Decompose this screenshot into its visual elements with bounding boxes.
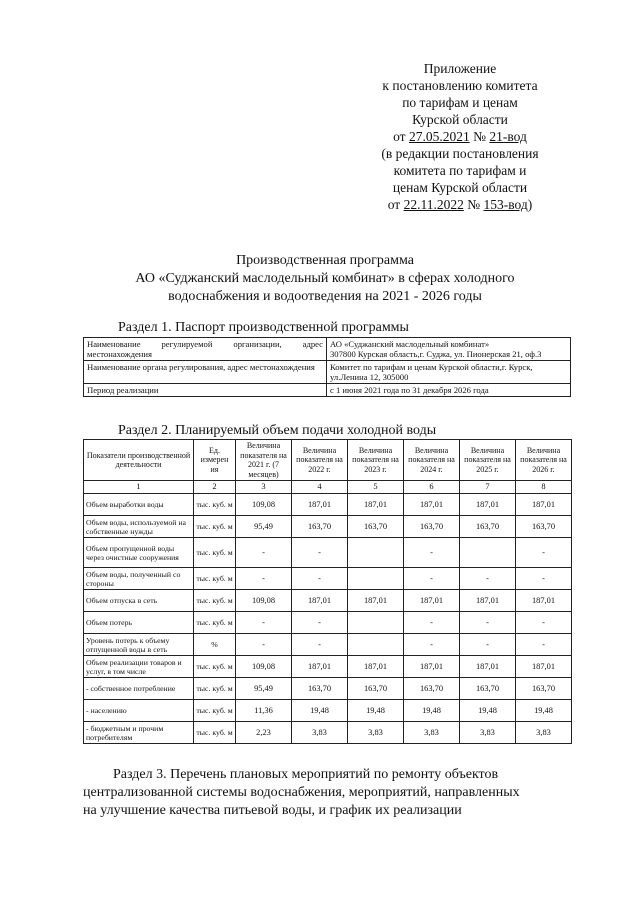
order2-date: 22.11.2022	[403, 197, 464, 212]
value-cell: 163,70	[516, 678, 572, 700]
column-header: Величина показателя на 2023 г.	[348, 440, 404, 481]
value-cell	[348, 538, 404, 568]
value-cell: 163,70	[348, 516, 404, 538]
value-cell: 187,01	[516, 656, 572, 678]
header-line: Курской области	[412, 112, 508, 127]
value-cell: 187,01	[460, 494, 516, 516]
row-name: - собственное потребление	[84, 678, 194, 700]
section1-title: Раздел 1. Паспорт производственной программы	[118, 320, 409, 335]
value-cell: 163,70	[348, 678, 404, 700]
order2-suffix: )	[527, 197, 533, 212]
column-header: Величина показателя на 2026 г.	[516, 440, 572, 481]
title-line-3: водоснабжения и водоотведения на 2021 - 2026 годы	[168, 289, 482, 304]
value-cell: 187,01	[516, 494, 572, 516]
section3-line: централизованной системы водоснабжения, мероприятий, направленных	[83, 785, 520, 800]
value-cell: -	[292, 568, 348, 590]
header-line: к постановлению комитета	[382, 78, 538, 93]
value-cell: 95,49	[236, 516, 292, 538]
value-cell: 11,36	[236, 700, 292, 722]
value-cell: 163,70	[460, 678, 516, 700]
order2-number: 153-вод	[483, 197, 528, 212]
order1-number: 21-вод	[489, 129, 527, 144]
value-cell: 187,01	[404, 656, 460, 678]
row-unit: тыс. куб. м	[194, 568, 236, 590]
table-row	[84, 612, 572, 634]
title-line-2: АО «Суджанский маслодельный комбинат» в сферах холодного	[135, 271, 515, 286]
row-unit: тыс. куб. м	[194, 516, 236, 538]
row-unit: тыс. куб. м	[194, 656, 236, 678]
row-name: Объем реализации товаров и услуг, в том числе	[84, 656, 194, 678]
column-index: 3	[236, 481, 292, 494]
row-name: Объем воды, используемой на собственные нужды	[84, 516, 194, 538]
order-line-1	[360, 128, 560, 145]
row-name: - населению	[84, 700, 194, 722]
column-index: 7	[460, 481, 516, 494]
value-cell: -	[236, 568, 292, 590]
row-name: Объем потерь	[84, 612, 194, 634]
column-index: 8	[516, 481, 572, 494]
value-cell: -	[236, 612, 292, 634]
value-cell: -	[292, 634, 348, 656]
value-cell: 109,08	[236, 656, 292, 678]
value-cell: 3,83	[516, 722, 572, 744]
passport-table	[83, 337, 571, 397]
value-cell: 2,23	[236, 722, 292, 744]
value-cell: 187,01	[516, 590, 572, 612]
column-index: 1	[84, 481, 194, 494]
section3-line: на улучшение качества питьевой воды, и график их реализации	[83, 803, 462, 818]
passport-value-line: Комитет по тарифам и ценам Курской области,г. Курск,	[330, 362, 533, 372]
order2-prefix: от	[387, 197, 404, 212]
row-unit: тыс. куб. м	[194, 612, 236, 634]
value-cell	[348, 634, 404, 656]
passport-value-line: ул.Ленина 12, 305000	[330, 372, 409, 382]
table-row	[84, 656, 572, 678]
value-cell: 19,48	[460, 700, 516, 722]
table-row	[84, 568, 572, 590]
row-name: Уровень потерь к объему отпущенной воды в сеть	[84, 634, 194, 656]
passport-label: Наименование регулируемой организации, адрес местонахождения	[84, 338, 327, 361]
value-cell: 187,01	[292, 494, 348, 516]
row-unit: тыс. куб. м	[194, 678, 236, 700]
value-cell: 95,49	[236, 678, 292, 700]
passport-value	[327, 361, 571, 384]
table-row	[84, 538, 572, 568]
order2-mid: №	[463, 197, 484, 212]
row-unit: тыс. куб. м	[194, 700, 236, 722]
table-row	[84, 722, 572, 744]
column-header: Показатели производственной деятельности	[84, 440, 194, 481]
value-cell: 163,70	[292, 516, 348, 538]
value-cell: -	[460, 634, 516, 656]
value-cell: 109,08	[236, 590, 292, 612]
column-index: 6	[404, 481, 460, 494]
column-index: 5	[348, 481, 404, 494]
value-cell: 187,01	[404, 590, 460, 612]
table-row	[84, 384, 571, 397]
value-cell: 109,08	[236, 494, 292, 516]
value-cell: 187,01	[348, 656, 404, 678]
table-row	[84, 678, 572, 700]
row-unit: тыс. куб. м	[194, 722, 236, 744]
table-row	[84, 516, 572, 538]
value-cell: 187,01	[460, 656, 516, 678]
approval-header	[360, 60, 560, 213]
value-cell: -	[516, 538, 572, 568]
row-unit: тыс. куб. м	[194, 494, 236, 516]
value-cell: 3,83	[292, 722, 348, 744]
table-row	[84, 494, 572, 516]
row-name: - бюджетным и прочим потребителям	[84, 722, 194, 744]
value-cell: 187,01	[292, 590, 348, 612]
value-cell: 19,48	[404, 700, 460, 722]
value-cell: -	[404, 634, 460, 656]
value-cell: -	[236, 634, 292, 656]
value-cell: -	[516, 568, 572, 590]
value-cell: 187,01	[348, 590, 404, 612]
value-cell: 3,83	[460, 722, 516, 744]
row-unit: %	[194, 634, 236, 656]
order1-prefix: от	[393, 129, 409, 144]
table-row	[84, 361, 571, 384]
table-row	[84, 590, 572, 612]
value-cell: 19,48	[348, 700, 404, 722]
value-cell: -	[404, 568, 460, 590]
value-cell: 163,70	[404, 516, 460, 538]
value-cell	[460, 538, 516, 568]
header-line: Приложение	[423, 61, 497, 76]
edition-line: ценам Курской области	[392, 180, 528, 195]
value-cell	[348, 612, 404, 634]
passport-label: Период реализации	[84, 384, 327, 397]
edition-line: (в редакции постановления	[381, 146, 539, 161]
value-cell: 187,01	[404, 494, 460, 516]
column-header: Ед. измерен ия	[194, 440, 236, 481]
value-cell: 163,70	[460, 516, 516, 538]
passport-value: с 1 июня 2021 года по 31 декабря 2026 года	[327, 384, 571, 397]
value-cell: -	[404, 538, 460, 568]
order1-mid: №	[469, 129, 490, 144]
title-line-1: Производственная программа	[236, 253, 414, 268]
value-cell: -	[460, 612, 516, 634]
value-cell: -	[516, 612, 572, 634]
order1-date: 27.05.2021	[408, 129, 470, 144]
column-header: Величина показателя на 2022 г.	[292, 440, 348, 481]
table-row	[84, 700, 572, 722]
row-unit: тыс. куб. м	[194, 538, 236, 568]
value-cell: 187,01	[348, 494, 404, 516]
passport-label: Наименование органа регулирования, адрес местонахождения	[84, 361, 327, 384]
edition-line: комитета по тарифам и	[393, 163, 527, 178]
value-cell: 187,01	[292, 656, 348, 678]
row-name: Объем выработки воды	[84, 494, 194, 516]
column-header: Величина показателя на 2021 г. (7 месяцев)	[236, 440, 292, 481]
passport-value	[327, 338, 571, 361]
value-cell: 19,48	[292, 700, 348, 722]
row-unit: тыс. куб. м	[194, 590, 236, 612]
row-name: Объем воды, полученный со стороны	[84, 568, 194, 590]
value-cell: -	[460, 568, 516, 590]
value-cell	[348, 568, 404, 590]
document-title	[60, 252, 590, 306]
column-index: 4	[292, 481, 348, 494]
value-cell: 163,70	[404, 678, 460, 700]
value-cell: -	[292, 538, 348, 568]
order-line-2	[360, 196, 560, 213]
passport-value-line: АО «Суджанский маслодельный комбинат»	[330, 339, 490, 349]
value-cell: -	[292, 612, 348, 634]
section3-text	[83, 766, 569, 820]
value-cell: 187,01	[460, 590, 516, 612]
value-cell: -	[236, 538, 292, 568]
row-name: Объем пропущенной воды через очистные сооружения	[84, 538, 194, 568]
table-row	[84, 634, 572, 656]
value-cell: 163,70	[516, 516, 572, 538]
value-cell: 163,70	[292, 678, 348, 700]
value-cell: -	[516, 634, 572, 656]
passport-value-line: 307800 Курская область,г. Суджа, ул. Пионерская 21, оф.3	[330, 349, 542, 359]
column-header: Величина показателя на 2024 г.	[404, 440, 460, 481]
section2-title: Раздел 2. Планируемый объем подачи холодной воды	[118, 423, 437, 438]
row-name: Объем отпуска в сеть	[84, 590, 194, 612]
column-index-row	[84, 481, 572, 494]
column-header: Величина показателя на 2025 г.	[460, 440, 516, 481]
value-cell: 3,83	[404, 722, 460, 744]
value-cell: -	[404, 612, 460, 634]
section3-line: Раздел 3. Перечень плановых мероприятий по ремонту объектов	[113, 767, 499, 782]
table-row	[84, 338, 571, 361]
column-header-row	[84, 440, 572, 481]
header-line: по тарифам и ценам	[402, 95, 518, 110]
column-index: 2	[194, 481, 236, 494]
value-cell: 19,48	[516, 700, 572, 722]
water-volume-table	[83, 439, 572, 744]
value-cell: 3,83	[348, 722, 404, 744]
